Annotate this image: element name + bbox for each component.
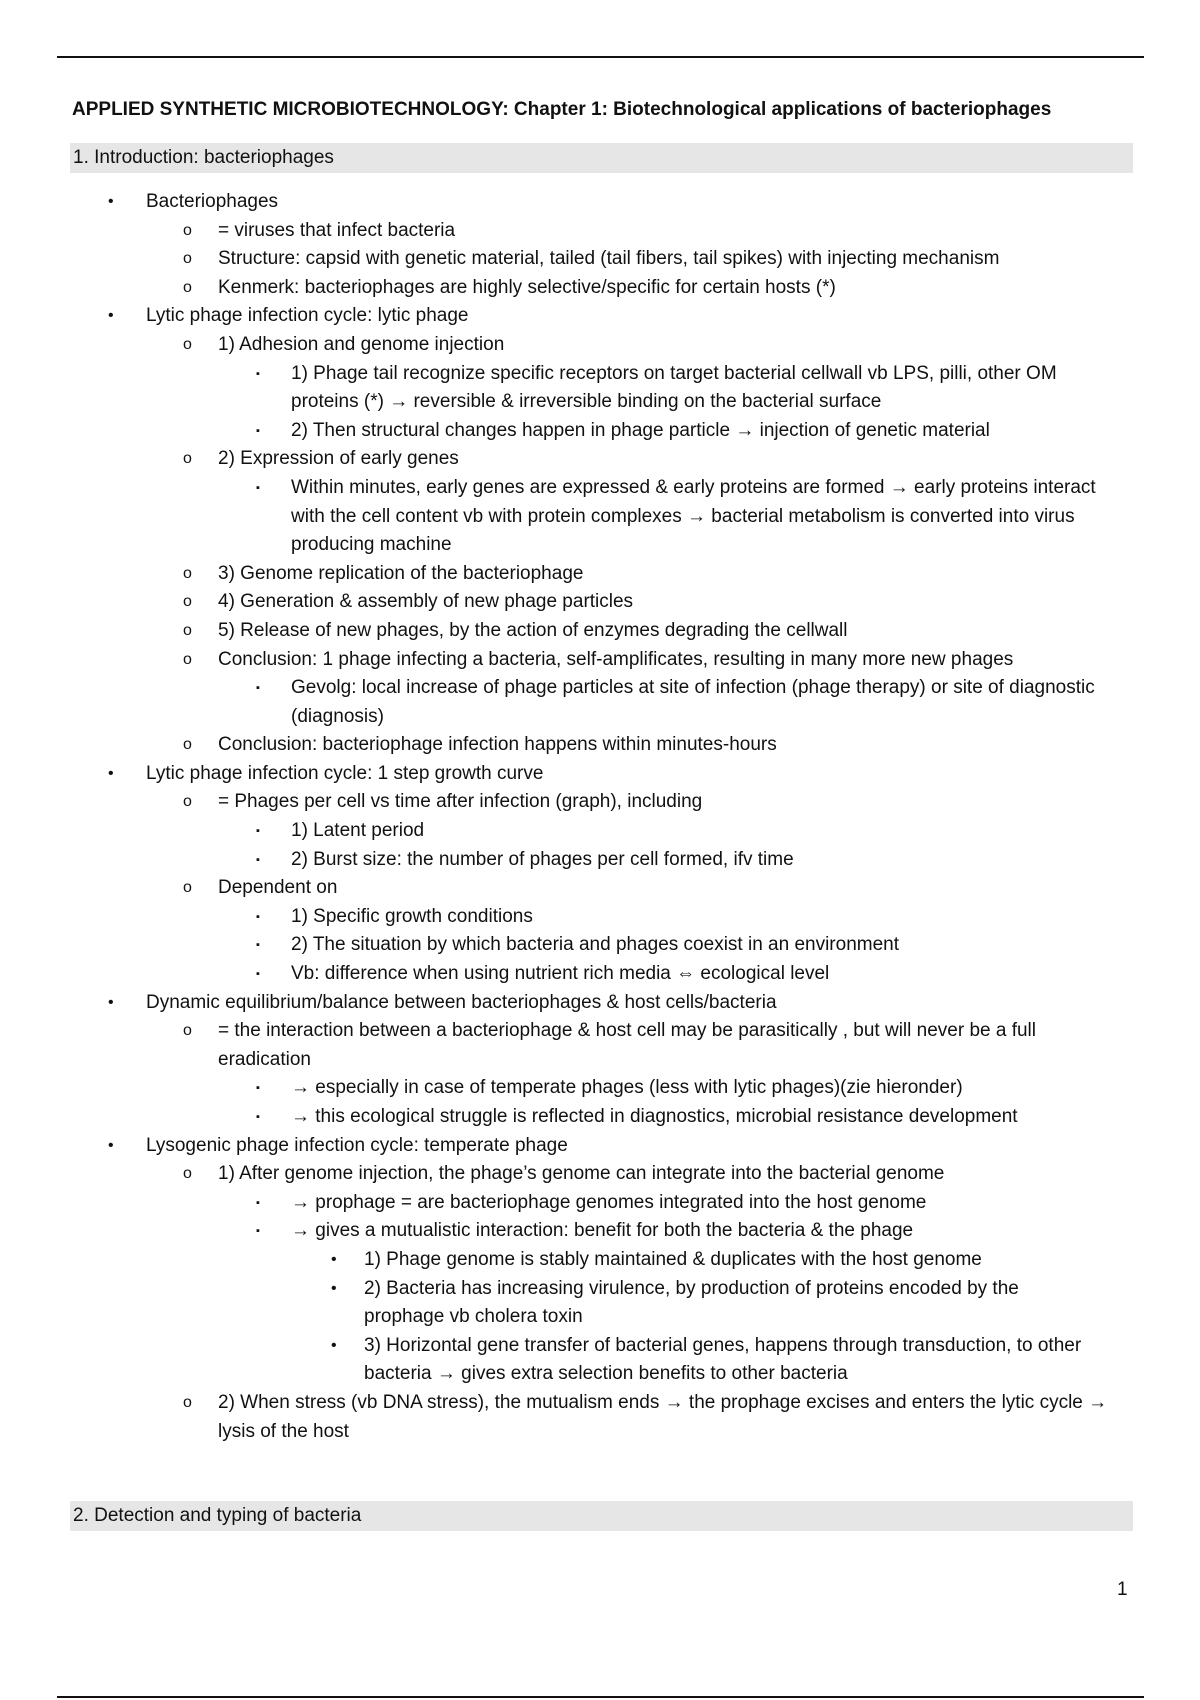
circle-bullet-icon: o [183,793,192,811]
circle-bullet-icon: o [183,1393,192,1411]
square-bullet-icon: ▪ [256,939,260,952]
square-bullet-icon: ▪ [256,1111,260,1123]
list-item-text: Gevolg: local increase of phage particles at site of infection (phage therapy) or site of diagnostic (diagnosis) [291,677,1095,727]
list-item-text: Structure: capsid with genetic material, tailed (tail fibers, tail spikes) with injecting mechanism [218,248,1000,270]
list-item [0,1074,1121,1103]
top-rule [57,56,1144,58]
list-item [0,588,1118,617]
list-item [0,1132,1200,1161]
list-item-text: Within minutes, early genes are expressed & early proteins are formed → early proteins interact with the cell content vb with protein complexes → bacterial metabolism is converted into virus producing machine [291,476,1096,556]
list-item-text: → this ecological struggle is reflected in diagnostics, microbial resistance development [291,1106,1018,1127]
list-item-text: 1) Latent period [291,820,425,842]
bullet-icon: • [331,1336,337,1354]
bullet-icon: • [331,1250,337,1268]
list-item [0,1332,1084,1389]
square-bullet-icon: ▪ [256,910,260,923]
circle-bullet-icon: o [183,593,192,611]
square-bullet-icon: ▪ [256,682,260,695]
list-item [0,245,1118,274]
list-item-text: 1) After genome injection, the phage’s genome can integrate into the bacterial genome [218,1163,945,1185]
list-item [0,674,1121,731]
list-item [0,874,1118,903]
list-item-text: 1) Specific growth conditions [291,905,533,927]
list-item [0,1189,1121,1218]
list-item-text: Lytic phage infection cycle: 1 step growth curve [146,762,544,784]
list-item [0,817,1121,846]
list-item [0,1217,1121,1246]
list-item [0,788,1118,817]
list-item [0,331,1118,360]
list-item-text: 3) Horizontal gene transfer of bacterial genes, happens through transduction, to other bacteria → gives extra selection benefits to other bacteria [364,1334,1082,1385]
bullet-icon: • [108,764,114,782]
circle-bullet-icon: o [183,564,192,582]
square-bullet-icon: ▪ [256,481,260,494]
square-bullet-icon: ▪ [256,825,260,838]
list-item-text: Lytic phage infection cycle: lytic phage [146,305,469,327]
bottom-rule [57,1696,1144,1698]
circle-bullet-icon: o [183,250,192,268]
list-item [0,989,1200,1018]
list-item [0,646,1118,675]
list-item [0,1103,1121,1132]
list-item-text: Vb: difference when using nutrient rich media ⇔ ecological level [291,963,830,985]
list-item-text: → especially in case of temperate phages (less with lytic phages)(zie hieronder) [291,1077,963,1099]
list-item-text: → prophage = are bacteriophage genomes integrated into the host genome [291,1191,927,1213]
bullet-icon: • [108,193,114,210]
list-item-text: 1) Phage tail recognize specific receptors on target bacterial cellwall vb LPS, pilli, other OM proteins (*) → reversible & irreversible binding on the bacterial surface [291,362,1057,413]
list-item-text: Bacteriophages [146,191,279,212]
list-item [0,417,1121,446]
circle-bullet-icon: o [183,879,192,897]
circle-bullet-icon: o [183,736,192,754]
list-item-text: 2) Bacteria has increasing virulence, by production of proteins encoded by the prophage vb cholera toxin [364,1277,1019,1328]
list-item [0,1017,1118,1074]
section-heading-detection: 2. Detection and typing of bacteria [70,1501,1133,1531]
list-item [0,217,1118,246]
list-item-text: Conclusion: bacteriophage infection happens within minutes-hours [218,734,777,756]
circle-bullet-icon: o [183,650,192,668]
square-bullet-icon: ▪ [256,1082,260,1095]
list-item [0,617,1118,646]
list-item [0,760,1200,789]
list-item-text: → gives a mutualistic interaction: benefit for both the bacteria & the phage [291,1220,914,1242]
circle-bullet-icon: o [183,335,192,353]
list-item-text: Kenmerk: bacteriophages are highly selective/specific for certain hosts (*) [218,276,836,298]
list-item [0,302,1200,331]
list-item [0,474,1121,560]
list-item [0,445,1118,474]
document-title: APPLIED SYNTHETIC MICROBIOTECHNOLOGY: Chapter 1: Biotechnological applications of bacteriophages [72,99,1052,120]
circle-bullet-icon: o [183,278,192,296]
list-item [0,1275,1084,1332]
list-item [0,188,1200,217]
list-item-text: 4) Generation & assembly of new phage particles [218,591,634,613]
list-item [0,1246,1084,1275]
bullet-icon: • [108,1136,114,1154]
bullet-icon: • [331,1279,337,1297]
list-item-text: 2) Then structural changes happen in phage particle → injection of genetic material [291,419,990,441]
list-item-text: 5) Release of new phages, by the action of enzymes degrading the cellwall [218,619,848,641]
list-item [0,560,1118,589]
square-bullet-icon: ▪ [256,367,260,380]
circle-bullet-icon: o [183,621,192,639]
list-item [0,903,1121,932]
list-item [0,960,1121,989]
list-item-text: Dependent on [218,877,338,899]
list-item-text: Dynamic equilibrium/balance between bacteriophages & host cells/bacteria [146,991,777,1013]
list-item [0,1389,1118,1446]
list-item-text: = Phages per cell vs time after infection (graph), including [218,791,703,813]
list-item-text: 2) Expression of early genes [218,448,459,470]
square-bullet-icon: ▪ [256,1196,260,1209]
list-item [0,931,1121,960]
list-item [0,731,1118,760]
list-item-text: 1) Phage genome is stably maintained & duplicates with the host genome [364,1248,982,1270]
list-item-text: 3) Genome replication of the bacteriophage [218,562,584,584]
list-item [0,360,1121,417]
circle-bullet-icon: o [183,1165,192,1183]
page-number: 1 [1117,1579,1128,1600]
list-item-text: Conclusion: 1 phage infecting a bacteria, self-amplificates, resulting in many more new phages [218,648,1014,670]
square-bullet-icon: ▪ [256,968,260,981]
list-item-text: Lysogenic phage infection cycle: temperate phage [146,1134,568,1156]
list-item-text: = viruses that infect bacteria [218,219,456,241]
list-item [0,1160,1118,1189]
section-heading-introduction: 1. Introduction: bacteriophages [70,143,1133,173]
circle-bullet-icon: o [183,450,192,468]
bullet-list [0,188,1200,1446]
list-item [0,274,1118,303]
list-item-text: 1) Adhesion and genome injection [218,333,505,355]
list-item [0,846,1121,875]
circle-bullet-icon: o [183,221,192,239]
bullet-icon: • [108,993,114,1011]
bullet-icon: • [108,307,114,325]
list-item-text: 2) When stress (vb DNA stress), the mutualism ends → the prophage excises and enters the lytic cycle → lysis of the host [218,1391,1108,1442]
circle-bullet-icon: o [183,1022,192,1040]
square-bullet-icon: ▪ [256,424,260,437]
list-item-text: 2) Burst size: the number of phages per cell formed, ifv time [291,848,794,870]
square-bullet-icon: ▪ [256,1225,260,1238]
square-bullet-icon: ▪ [256,853,260,866]
list-item-text: = the interaction between a bacteriophage & host cell may be parasitically , but will never be a full eradication [218,1020,1036,1070]
list-item-text: 2) The situation by which bacteria and phages coexist in an environment [291,934,900,956]
